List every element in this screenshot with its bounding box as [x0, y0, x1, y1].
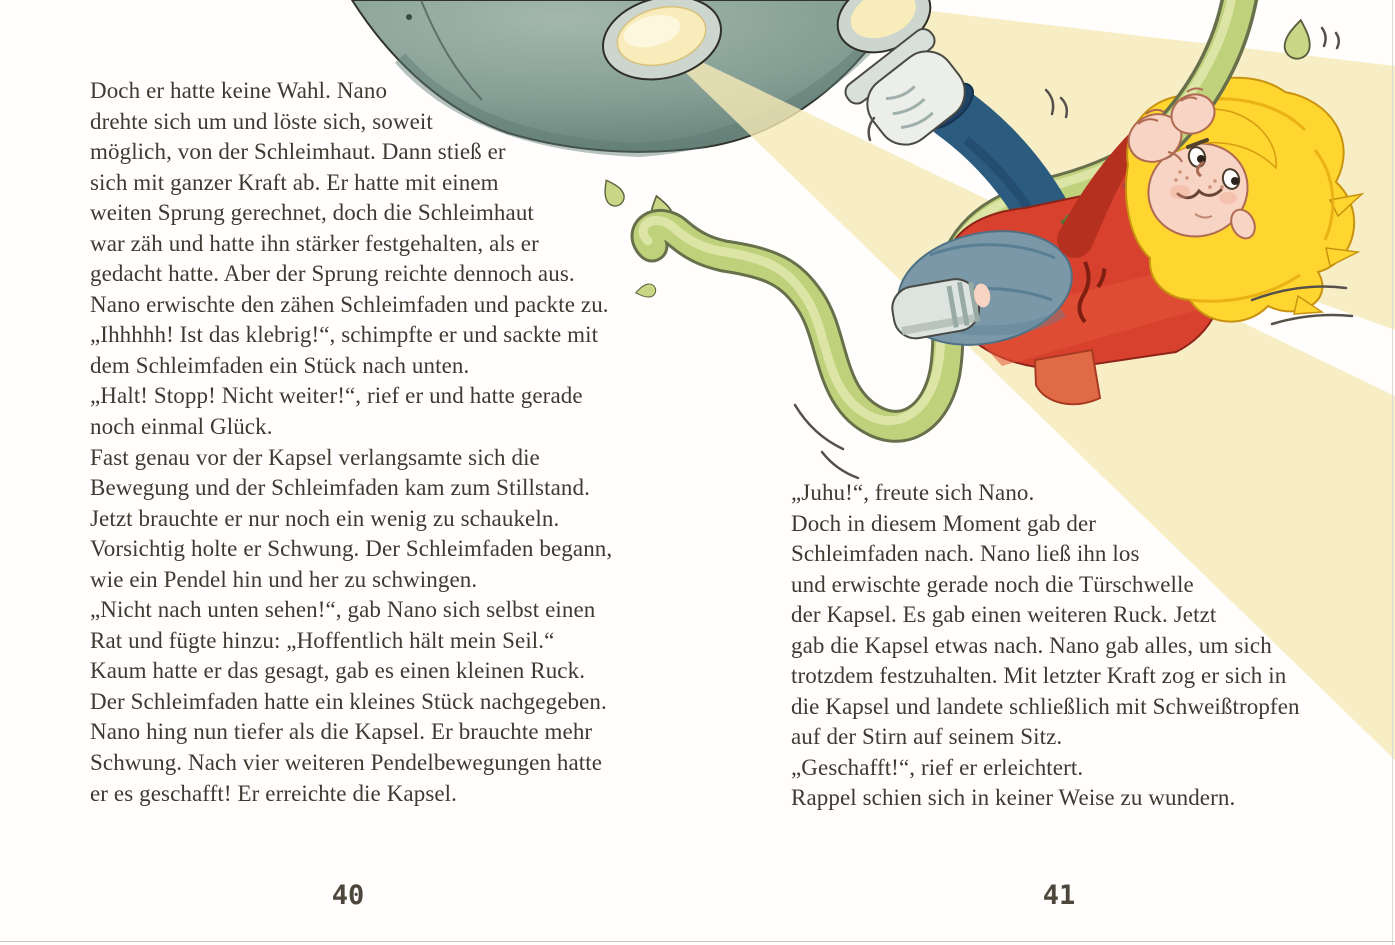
text-line: trotzdem festzuhalten. Mit letzter Kraft zog er sich in — [791, 663, 1287, 689]
text-line: Der Schleimfaden hatte ein kleines Stück nachgegeben. — [90, 688, 607, 714]
boy-hoodie-hem — [1035, 350, 1100, 404]
text-line: er es geschafft! Er erreichte die Kapsel. — [90, 780, 458, 806]
text-line: Doch in diesem Moment gab der — [791, 510, 1097, 536]
left-page-text — [90, 76, 612, 809]
text-line: sich mit ganzer Kraft ab. Er hatte mit einem — [90, 169, 499, 195]
slime-drop — [635, 283, 657, 299]
text-line: gedacht hatte. Aber der Sprung reichte dennoch aus. — [90, 261, 575, 287]
text-line: die Kapsel und landete schließlich mit Schweißtropfen — [791, 693, 1300, 719]
page-number-left: 40 — [331, 880, 365, 911]
motion-marks-drop — [1322, 28, 1339, 48]
boy-blush-left — [1170, 185, 1190, 199]
page-edge-bottom — [0, 941, 1395, 942]
text-line: möglich, von der Schleimhaut. Dann stieß er — [90, 139, 506, 165]
text-line: noch einmal Glück. — [90, 414, 273, 440]
text-line: auf der Stirn auf seinem Sitz. — [791, 724, 1063, 750]
boy-pupil-right — [1231, 177, 1239, 185]
text-line: Schleimfaden nach. Nano ließ ihn los — [791, 541, 1140, 567]
text-line: war zäh und hatte ihn stärker festgehalten, als er — [90, 230, 539, 256]
text-line: Jetzt brauchte er nur noch ein wenig zu schaukeln. — [90, 505, 560, 531]
text-line: wie ein Pendel hin und her zu schwingen. — [90, 566, 478, 592]
text-line: „Nicht nach unten sehen!“, gab Nano sich selbst einen — [90, 597, 596, 623]
text-line: und erwischte gerade noch die Türschwelle — [791, 571, 1194, 597]
text-line: Kaum hatte er das gesagt, gab es einen kleinen Ruck. — [90, 658, 586, 684]
text-line: Nano hing nun tiefer als die Kapsel. Er brauchte mehr — [90, 719, 593, 745]
text-line: dem Schleimfaden ein Stück nach unten. — [90, 352, 470, 378]
slime-drop — [1283, 18, 1313, 60]
boy-blush-right — [1219, 192, 1237, 204]
text-line: drehte sich um und löste sich, soweit — [90, 108, 433, 134]
text-line: Doch er hatte keine Wahl. Nano — [90, 78, 388, 103]
text-line: Nano erwischte den zähen Schleimfaden und packte zu. — [90, 291, 609, 317]
text-line: „Geschafft!“, rief er erleichtert. — [791, 754, 1084, 780]
text-line: „Ihhhhh! Ist das klebrig!“, schimpfte er und sackte mit — [90, 322, 599, 348]
text-line: Rappel schien sich in keiner Weise zu wundern. — [791, 785, 1236, 811]
page-edge-right — [1392, 0, 1393, 945]
text-line: Bewegung und der Schleimfaden kam zum Stillstand. — [90, 475, 590, 501]
text-line: gab die Kapsel etwas nach. Nano gab alles, um sich — [791, 632, 1272, 658]
text-line: „Juhu!“, freute sich Nano. — [791, 480, 1035, 505]
text-line: Vorsichtig holte er Schwung. Der Schleimfaden begann, — [90, 536, 613, 562]
right-page-text — [791, 478, 1300, 814]
text-line: weiten Sprung gerechnet, doch die Schleimhaut — [90, 200, 534, 226]
ufo-rivet — [406, 14, 412, 20]
text-line: Fast genau vor der Kapsel verlangsamte sich die — [90, 444, 540, 470]
text-line: der Kapsel. Es gab einen weiteren Ruck. Jetzt — [791, 602, 1217, 628]
text-line: Rat und fügte hinzu: „Hoffentlich hält mein Seil.“ — [90, 627, 555, 653]
page-number-right: 41 — [1042, 880, 1076, 911]
text-line: Schwung. Nach vier weiteren Pendelbewegungen hatte — [90, 750, 603, 776]
text-line: „Halt! Stopp! Nicht weiter!“, rief er und hatte gerade — [90, 383, 583, 409]
